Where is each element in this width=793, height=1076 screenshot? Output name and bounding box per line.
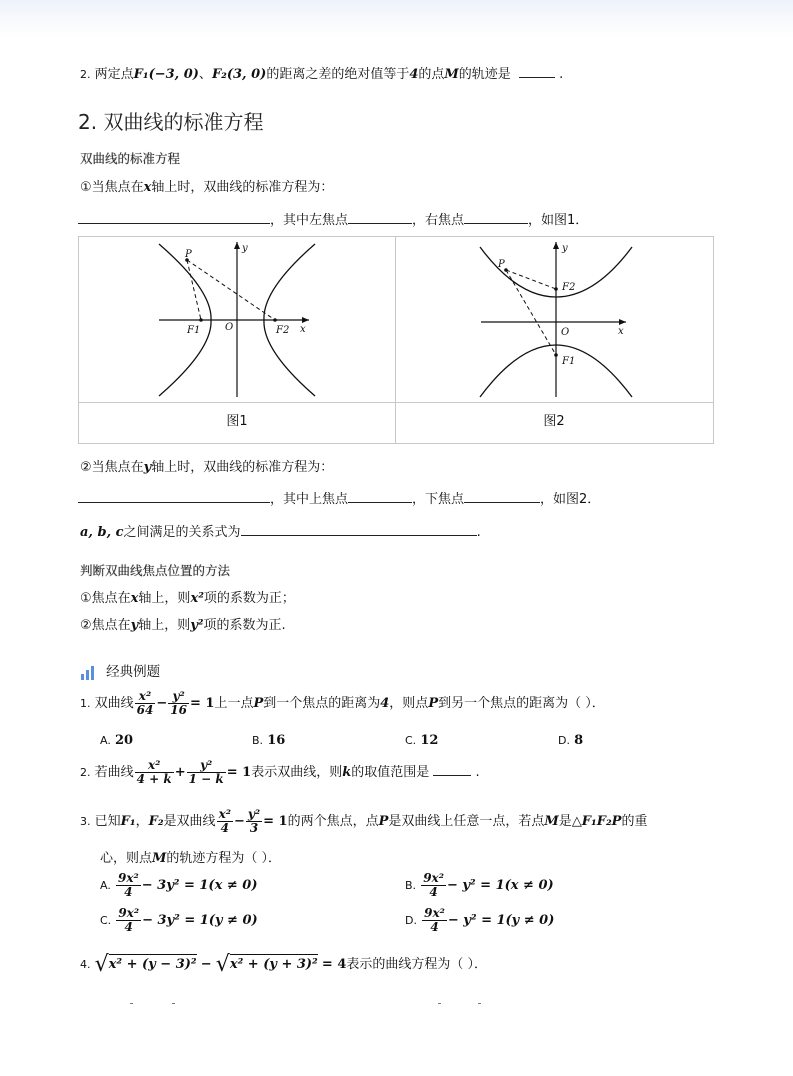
label-f1: F1 [187, 325, 201, 336]
numerator: 9x² [423, 871, 444, 885]
point-p: P [428, 696, 439, 711]
denominator: 64 [136, 703, 154, 717]
focus-f1: F₁ [120, 814, 136, 829]
option-equation: − y² = 1(y ≠ 0) [447, 913, 555, 928]
text: ，其中左焦点 [270, 213, 349, 228]
figure-2-hyperbola [396, 237, 712, 402]
q1-option-c[interactable] [405, 733, 438, 748]
question-number: 4. [80, 958, 91, 971]
question-3-line-2 [100, 847, 281, 866]
numerator: x² [218, 807, 231, 821]
table-divider [79, 402, 713, 403]
text: ，如图2． [540, 492, 601, 507]
figure-2-caption: 图2 [543, 414, 565, 429]
text: ，如图1． [528, 213, 589, 228]
fraction [116, 872, 141, 899]
abc-relation [80, 521, 481, 540]
denominator: 4 [220, 821, 229, 835]
text: 是 [558, 814, 572, 829]
option-label: A. [100, 734, 111, 747]
numerator: 9x² [118, 906, 140, 920]
text: 到另一个焦点的距离为（ ）． [438, 696, 605, 711]
fraction [246, 808, 262, 835]
text: 已知 [94, 814, 121, 829]
label-o: O [561, 327, 570, 338]
label-x: x [618, 326, 624, 337]
examples-title: 经典例题 [106, 664, 161, 680]
minus: − [233, 814, 245, 829]
y-axis-arrow [234, 242, 240, 249]
question-number: 2. [80, 68, 91, 81]
text: 项的系数为正； [203, 591, 295, 606]
fraction [116, 907, 141, 934]
text: 心，则点 [100, 851, 153, 866]
q3-option-a[interactable] [100, 872, 257, 899]
figure-table [78, 236, 714, 444]
denominator: 4 [429, 885, 438, 899]
option-label: C. [100, 914, 112, 927]
focus-f2: F₂ [148, 814, 164, 829]
number-four: 4 [380, 696, 390, 711]
term-x2: x² [190, 591, 204, 606]
fraction [135, 759, 174, 786]
var-y: y [143, 460, 152, 475]
denominator: 4 + k [136, 772, 172, 786]
fraction [168, 690, 189, 717]
option-label: B. [405, 879, 417, 892]
lower-focus-blank[interactable] [464, 490, 540, 503]
text: 轴上时，双曲线的标准方程为： [151, 180, 334, 195]
text: ，下焦点 [412, 492, 465, 507]
section-title: 2. 双曲线的标准方程 [78, 110, 264, 134]
bar-chart-icon [80, 665, 96, 681]
text: 两定点 [94, 67, 134, 82]
method-rule-2 [80, 614, 286, 633]
equals-one: = 1 [226, 765, 252, 780]
figure-1-hyperbola [79, 237, 395, 402]
option-label: A. [100, 879, 111, 892]
var-x: x [130, 591, 139, 606]
focus-f2-point [273, 318, 277, 322]
text: 项的系数为正. [203, 618, 286, 633]
question-1 [80, 690, 605, 717]
method-heading: 判断双曲线焦点位置的方法 [80, 563, 231, 578]
text: ，其中上焦点 [270, 492, 349, 507]
label-f2: F2 [276, 325, 290, 336]
q3-option-b[interactable] [405, 872, 554, 899]
number-four: 4 [409, 67, 419, 82]
x-axis-arrow [619, 319, 626, 325]
comma: ， [135, 814, 149, 829]
equals-one: = 1 [263, 814, 288, 829]
text: 到一个焦点的距离为 [263, 696, 381, 711]
q3-option-d[interactable] [405, 907, 554, 934]
option-label: D. [405, 914, 417, 927]
numerator: x² [135, 690, 156, 704]
var-k: k [342, 765, 352, 780]
denominator: 3 [249, 821, 259, 835]
fraction [135, 690, 156, 717]
denominator: 1 − k [188, 772, 224, 786]
label-x: x [300, 324, 306, 335]
point-m: M [444, 67, 459, 82]
upper-focus-blank[interactable] [348, 490, 412, 503]
cutoff-option-marks [130, 1003, 178, 1005]
text: ①当焦点在 [80, 180, 144, 195]
minus: − [156, 696, 168, 711]
option-value: 16 [267, 733, 286, 748]
text: ，右焦点 [412, 213, 465, 228]
question-number: 1. [80, 697, 91, 710]
option-label: B. [252, 734, 264, 747]
minus: − [200, 957, 212, 972]
point-m: M [544, 814, 559, 829]
option-equation: − 3y² = 1(x ≠ 0) [141, 878, 258, 893]
text: 表示的曲线方程为（ ）． [346, 957, 488, 972]
sqrt-symbol: √ [215, 952, 230, 977]
var-y: y [130, 618, 139, 633]
label-p: P [185, 249, 192, 260]
equation-blank[interactable] [78, 211, 270, 224]
label-o: O [225, 322, 234, 333]
case1-text [80, 176, 333, 195]
label-y: y [242, 243, 248, 254]
label-p: P [498, 259, 505, 270]
question-number: 3. [80, 815, 91, 828]
label-f2: F2 [562, 282, 576, 293]
text: ，则点 [389, 696, 429, 711]
numerator: y² [247, 807, 261, 821]
option-equation: − 3y² = 1(y ≠ 0) [142, 913, 258, 928]
option-label: C. [405, 734, 417, 747]
text: ②当焦点在 [80, 460, 144, 475]
q1-option-b[interactable] [252, 733, 285, 748]
radicand-2: x² + (y + 3)² [230, 954, 318, 972]
focus-f2: F₂(3, 0) [211, 67, 267, 82]
text: 是双曲线上任意一点，若点 [388, 814, 545, 829]
text: 若曲线 [94, 765, 134, 780]
case1-blanks [78, 209, 588, 228]
case2-text [80, 456, 333, 475]
text: 上一点 [214, 696, 254, 711]
right-focus-blank[interactable] [464, 211, 528, 224]
q1-option-a[interactable] [100, 733, 133, 748]
point-p: P [253, 696, 264, 711]
text: 轴上时，双曲线的标准方程为： [151, 460, 334, 475]
question-3 [80, 808, 647, 835]
denominator: 4 [124, 920, 133, 934]
option-equation: − y² = 1(x ≠ 0) [446, 878, 554, 893]
label-f1: F1 [562, 356, 576, 367]
numerator: 9x² [117, 871, 139, 885]
dashed-pf1 [506, 270, 556, 355]
q3-option-c[interactable] [100, 907, 258, 934]
sqrt-symbol: √ [94, 952, 109, 977]
denominator: 4 [124, 885, 133, 899]
std-equation-heading: 双曲线的标准方程 [80, 151, 181, 166]
prev-question-2 [80, 63, 563, 82]
left-focus-blank[interactable] [348, 211, 412, 224]
option-value: 20 [114, 733, 134, 748]
option-value: 12 [420, 733, 439, 748]
dashed-pf2 [187, 260, 275, 320]
radicand-1: x² + (y − 3)² [109, 954, 197, 972]
focus-f1-point [554, 353, 558, 357]
cutoff-option-marks [438, 1003, 486, 1005]
numerator: y² [187, 759, 226, 773]
option-value: 8 [574, 733, 584, 748]
numerator: y² [168, 690, 189, 704]
separator: 、 [198, 67, 212, 82]
text: 表示双曲线，则 [251, 765, 343, 780]
fraction [217, 808, 233, 835]
text: 是双曲线 [163, 814, 216, 829]
dashed-pf2 [506, 270, 556, 289]
point-p: P [378, 814, 389, 829]
equals-one: = 1 [189, 696, 215, 711]
text: ②焦点在 [80, 618, 131, 633]
option-label: D. [558, 734, 570, 747]
fraction [421, 872, 446, 899]
point-p [504, 268, 508, 272]
text: 的取值范围是 [351, 765, 430, 780]
relation-blank[interactable] [241, 523, 477, 536]
equals-four: = 4 [321, 957, 347, 972]
denominator: 16 [170, 703, 187, 717]
page-header-band [0, 0, 793, 38]
text: 轴上，则 [138, 618, 191, 633]
vars-abc: a, b, c [80, 525, 124, 540]
triangle: △F₁F₂P [571, 814, 622, 829]
text: 的重 [621, 814, 648, 829]
plus: + [174, 765, 186, 780]
text: 轴上，则 [138, 591, 191, 606]
focus-f1-point [199, 318, 203, 322]
text: 之间满足的关系式为 [123, 525, 241, 540]
question-number: 2. [80, 766, 91, 779]
text: 的点 [418, 67, 445, 82]
focus-f1: F₁(−3, 0) [133, 67, 199, 82]
label-y: y [562, 243, 568, 254]
numerator: 9x² [424, 906, 445, 920]
point-m: M [152, 851, 167, 866]
term-y2: y² [190, 618, 204, 633]
answer-blank[interactable] [433, 763, 471, 776]
q1-option-d[interactable] [558, 733, 583, 748]
period: . [476, 525, 481, 540]
x-axis-arrow [302, 317, 309, 323]
method-rule-1 [80, 587, 295, 606]
equation-blank[interactable] [78, 490, 270, 503]
question-4 [80, 952, 487, 977]
text: ①焦点在 [80, 591, 131, 606]
text: 双曲线 [94, 696, 134, 711]
fraction [187, 759, 226, 786]
question-2 [80, 759, 480, 786]
text: 的两个焦点，点 [287, 814, 379, 829]
text: 的轨迹方程为（ ）． [166, 851, 282, 866]
var-x: x [143, 180, 152, 195]
figure-1-caption: 图1 [226, 414, 248, 429]
y-axis-arrow [553, 242, 559, 249]
fraction [422, 907, 447, 934]
dashed-pf1 [187, 260, 201, 320]
numerator: x² [135, 759, 174, 773]
denominator: 4 [430, 920, 439, 934]
period: . [475, 765, 480, 780]
answer-blank[interactable] [519, 65, 555, 78]
focus-f2-point [554, 287, 558, 291]
examples-heading [80, 660, 160, 681]
case2-blanks [78, 488, 600, 507]
period: . [559, 67, 564, 82]
text: 的距离之差的绝对值等于 [266, 67, 410, 82]
text: 的轨迹是 [458, 67, 511, 82]
